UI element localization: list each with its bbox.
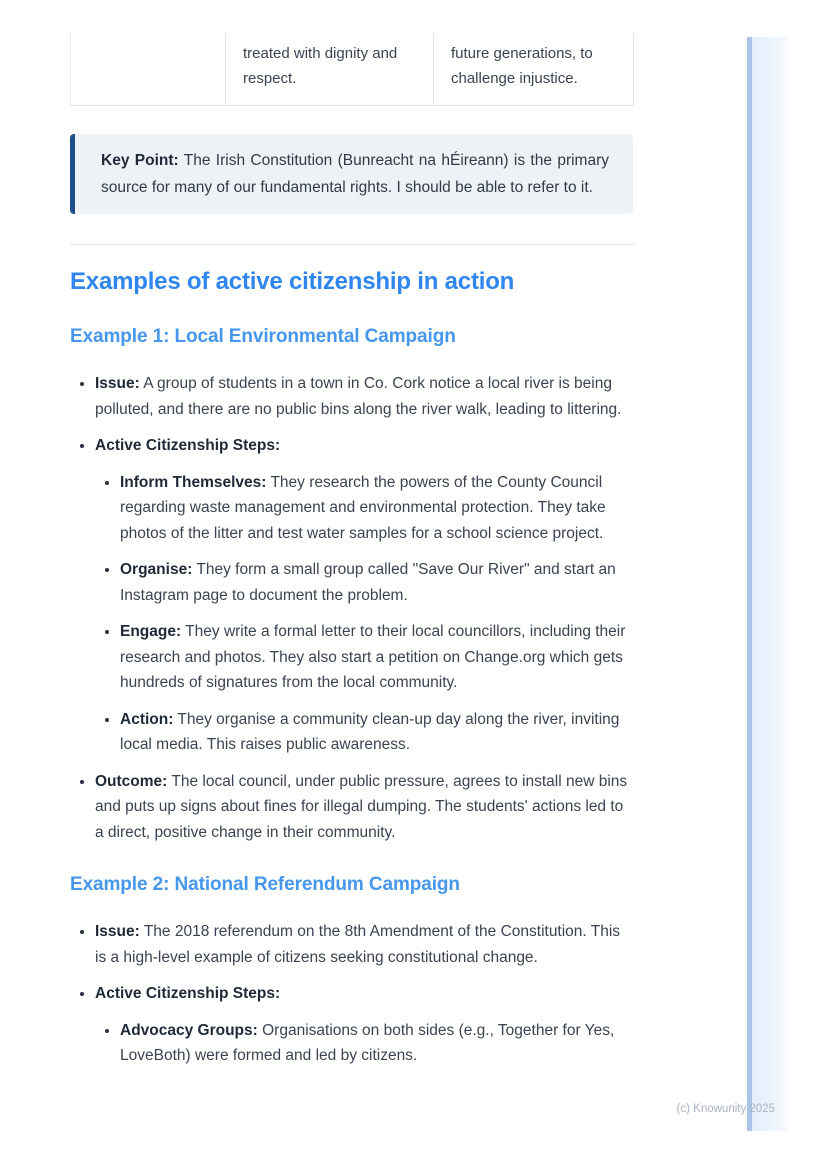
example2-list	[70, 919, 635, 1069]
item-label: Active Citizenship Steps:	[95, 437, 281, 454]
list-item: • Issue: A group of students in a town in Co. Cork notice a local river is being polluted, and there are no public bins along the river walk, leading to littering.	[95, 371, 635, 422]
table-cell	[71, 33, 226, 105]
key-point-label: Key Point:	[101, 152, 179, 169]
item-label: Organise:	[120, 561, 193, 578]
list-item: • Engage: They write a formal letter to their local councillors, including their research and photos. They also start a petition on Change.org which gets hundreds of signatures from the local community.	[120, 619, 635, 696]
table-cell: future generations, to challenge injustice.	[434, 33, 634, 105]
list-item: • Advocacy Groups: Organisations on both sides (e.g., Together for Yes, LoveBoth) were formed and led by citizens.	[120, 1018, 635, 1069]
list-item: • Organise: They form a small group called "Save Our River" and start an Instagram page to document the problem.	[120, 557, 635, 608]
item-label: Inform Themselves:	[120, 473, 267, 491]
example1-list	[70, 371, 635, 845]
table-cell: treated with dignity and respect.	[226, 33, 434, 105]
document-content	[70, 0, 635, 1080]
section-divider	[70, 244, 635, 245]
item-label: Engage:	[120, 623, 182, 640]
key-point-text: The Irish Constitution (Bunreacht na hÉireann) is the primary source for many of our fundamental rights. I should be able to refer to it.	[101, 152, 609, 196]
nested-list	[95, 470, 635, 758]
item-label: Issue:	[95, 923, 140, 940]
nested-list	[95, 1018, 635, 1069]
list-item	[95, 981, 635, 1069]
example2-heading: Example 2: National Referendum Campaign	[70, 874, 460, 895]
copyright-watermark: (c) Knowunity 2025	[676, 1103, 775, 1115]
key-point-callout	[70, 134, 633, 214]
list-item: • Inform Themselves: They research the powers of the County Council regarding waste management and environmental protection. They take photos of the litter and test water samples for a school science project.	[120, 470, 635, 547]
item-label: Outcome:	[95, 772, 168, 790]
list-item: • Outcome: The local council, under public pressure, agrees to install new bins and puts up signs about fines for illegal dumping. The students' actions led to a direct, positive change in their community.	[95, 769, 635, 846]
decorative-ribbon	[747, 37, 789, 1131]
example1-heading: Example 1: Local Environmental Campaign	[70, 326, 456, 347]
list-item: • Issue: The 2018 referendum on the 8th Amendment of the Constitution. This is a high-level example of citizens seeking constitutional change.	[95, 919, 635, 970]
item-label: Action:	[120, 710, 174, 728]
rights-table-fragment	[70, 33, 634, 106]
list-item: • Action: They organise a community clean-up day along the river, inviting local media. This raises public awareness.	[120, 707, 635, 758]
item-label: Active Citizenship Steps:	[95, 985, 281, 1002]
item-label: Issue:	[95, 375, 140, 392]
item-label: Advocacy Groups:	[120, 1021, 258, 1039]
list-item	[95, 433, 635, 758]
section-heading: Examples of active citizenship in action	[70, 268, 515, 295]
